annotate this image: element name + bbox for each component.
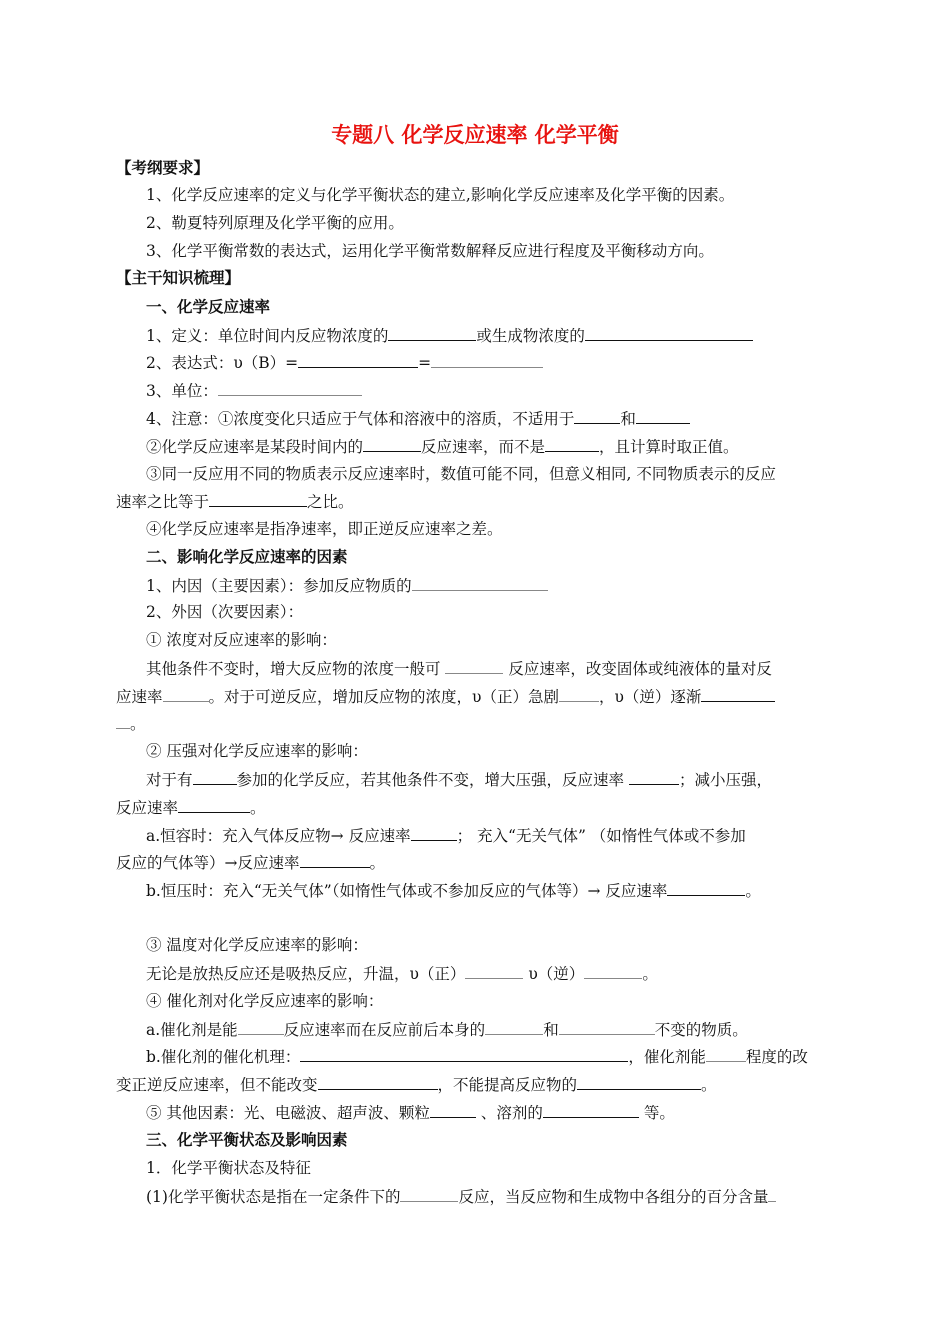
text: 。 [745, 882, 761, 900]
text: 反应速率，改变固体或纯液体的量对反 [508, 660, 772, 678]
text: 。 [250, 799, 266, 817]
text: 反应，当反应物和生成物中各组分的百分含量 [458, 1188, 769, 1206]
s3-p1: 1．化学平衡状态及特征 [146, 1159, 311, 1177]
fill-blank[interactable] [559, 1019, 655, 1035]
fill-blank[interactable] [412, 575, 548, 591]
text: 等。 [643, 1104, 675, 1122]
s2-c4-a [146, 1019, 836, 1040]
s1-note-2 [146, 436, 836, 457]
text: b.恒压时：充入“无关气体”（如惰性气体或不参加反应的气体等）→ 反应速率 [146, 882, 668, 900]
text: 。 [701, 1076, 717, 1094]
text: a.催化剂是能 [146, 1021, 238, 1039]
text: = [418, 354, 432, 372]
section-2-header: 二、影响化学反应速率的因素 [146, 548, 348, 566]
fill-blank[interactable] [178, 797, 250, 813]
text: 不变的物质。 [654, 1021, 748, 1039]
s2-catalyst: ④ 催化剂对化学反应速率的影响： [146, 992, 384, 1010]
s2-c2-const-pressure [146, 880, 836, 901]
text: ； 充入“无关气体” （如惰性气体或不参加 [456, 827, 746, 845]
text: 参加的化学反应，若其他条件不变，增大压强，反应速率 [236, 771, 625, 789]
fill-blank[interactable] [543, 1102, 639, 1118]
s2-outer: 2、外因（次要因素）： [146, 603, 304, 621]
text: ；减小压强， [678, 771, 772, 789]
fill-blank[interactable] [701, 686, 775, 702]
text: 。 [642, 965, 658, 983]
text: 应速率 [116, 688, 163, 706]
fill-blank[interactable] [585, 325, 753, 341]
text: 反应的气体等）→反应速率 [116, 854, 300, 872]
fill-blank[interactable] [465, 963, 523, 979]
s2-other-factors [146, 1102, 836, 1123]
s1-expression [146, 352, 836, 373]
fill-blank[interactable] [400, 1186, 458, 1202]
fill-blank[interactable] [577, 1074, 701, 1090]
text: 速率之比等于 [116, 493, 210, 511]
fill-blank[interactable] [318, 1074, 438, 1090]
text: 、溶剂的 [480, 1104, 543, 1122]
fill-blank[interactable] [363, 436, 421, 452]
s1-note-3a: ③同一反应用不同的物质表示反应速率时，数值可能不同，但意义相同, 不同物质表示的反应 [146, 465, 776, 483]
fill-blank[interactable] [116, 713, 130, 729]
text: ，不能提高反应物的 [437, 1076, 578, 1094]
text: 2、表达式：υ（B）= [146, 354, 299, 372]
text: 3、单位： [146, 382, 218, 400]
fill-blank[interactable] [163, 686, 209, 702]
fill-blank[interactable] [300, 1046, 628, 1062]
s2-c1-line-2 [116, 686, 836, 707]
s3-p2 [146, 1186, 836, 1207]
s2-c1-line-3 [116, 713, 836, 734]
s2-temperature: ③ 温度对化学反应速率的影响： [146, 936, 368, 954]
fill-blank[interactable] [298, 352, 418, 368]
kaogang-item-3: 3、化学平衡常数的表达式，运用化学平衡常数解释反应进行程度及平衡移动方向。 [146, 242, 714, 260]
s2-c2-line-1 [146, 769, 836, 790]
fill-blank[interactable] [545, 436, 599, 452]
text: 反应速率而在反应前后本身的 [283, 1021, 486, 1039]
fill-blank[interactable] [218, 380, 362, 396]
text: 对于有 [146, 771, 193, 789]
fill-blank[interactable] [667, 880, 745, 896]
fill-blank[interactable] [209, 491, 307, 507]
text: 无论是放热反应还是吸热反应，升温，υ（正） [146, 965, 466, 983]
s2-c1-line-1 [146, 658, 836, 679]
fill-blank[interactable] [300, 852, 370, 868]
kaogang-header: 【考纲要求】 [116, 159, 210, 177]
fill-blank[interactable] [411, 825, 457, 841]
text: 变正逆反应速率，但不能改变 [116, 1076, 318, 1094]
s2-concentration: ① 浓度对反应速率的影响： [146, 631, 337, 649]
text: 程度的改 [745, 1048, 808, 1066]
kaogang-item-1: 1、化学反应速率的定义与化学平衡状态的建立,影响化学反应速率及化学平衡的因素。 [146, 186, 735, 204]
section-3-header: 三、化学平衡状态及影响因素 [146, 1131, 348, 1149]
page-title: 专题八 化学反应速率 化学平衡 [331, 123, 619, 147]
s1-note-3b [116, 491, 836, 512]
fill-blank[interactable] [193, 769, 237, 785]
s1-note-4: ④化学反应速率是指净速率，即正逆反应速率之差。 [146, 520, 503, 538]
s2-c2-line-2 [116, 797, 836, 818]
fill-blank[interactable] [559, 686, 599, 702]
text: 1、内因（主要因素）：参加反应物质的 [146, 577, 412, 595]
text: ，且计算时取正值。 [599, 438, 739, 456]
text: ⑤ 其他因素：光、电磁波、超声波、颗粒 [146, 1104, 430, 1122]
fill-blank[interactable] [445, 658, 503, 674]
text: 。 [130, 715, 146, 733]
text: 4、注意：①浓度变化只适应于气体和溶液中的溶质，不适用于 [146, 410, 575, 428]
section-1-header: 一、化学反应速率 [146, 298, 271, 316]
text: υ（逆） [528, 965, 585, 983]
fill-blank[interactable] [584, 963, 642, 979]
text: 其他条件不变时，增大反应物的浓度一般可 [146, 660, 441, 678]
s2-pressure: ② 压强对化学反应速率的影响： [146, 742, 368, 760]
text: 1、定义：单位时间内反应物浓度的 [146, 327, 389, 345]
fill-blank[interactable] [388, 325, 476, 341]
s2-inner [146, 575, 836, 596]
fill-blank[interactable] [629, 769, 679, 785]
s1-note-1 [146, 408, 836, 429]
text: 。对于可逆反应，增加反应物的浓度，υ（正）急剧 [208, 688, 559, 706]
fill-blank[interactable] [636, 408, 690, 424]
zhugan-header: 【主干知识梳理】 [116, 269, 241, 287]
text: 之比。 [307, 493, 354, 511]
text: ，υ（逆）逐渐 [598, 688, 702, 706]
s1-definition [146, 325, 836, 346]
fill-blank[interactable] [706, 1046, 746, 1062]
text: 反应速率，而不是 [421, 438, 546, 456]
s1-unit [146, 380, 836, 401]
fill-blank[interactable] [238, 1019, 284, 1035]
text: 。 [369, 854, 386, 872]
s2-c4-b [146, 1046, 836, 1067]
fill-blank[interactable] [485, 1019, 543, 1035]
text: ，催化剂能 [628, 1048, 706, 1066]
fill-blank[interactable] [430, 1102, 476, 1118]
text: 或生成物浓度的 [476, 327, 585, 345]
fill-blank[interactable] [574, 408, 620, 424]
text: ②化学反应速率是某段时间内的 [146, 438, 364, 456]
text: 和 [543, 1021, 559, 1039]
s2-c4-b-2 [116, 1074, 836, 1095]
text: 和 [620, 410, 636, 428]
text: 反应速率 [116, 799, 179, 817]
s2-c3-line-1 [146, 963, 836, 984]
s2-c2-const-volume-2 [116, 852, 836, 873]
kaogang-item-2: 2、勒夏特列原理及化学平衡的应用。 [146, 214, 404, 232]
s2-c2-const-volume [146, 825, 836, 846]
text: b.催化剂的催化机理： [146, 1048, 301, 1066]
fill-blank[interactable] [431, 352, 543, 368]
text: a.恒容时：充入气体反应物→ 反应速率 [146, 827, 411, 845]
fill-blank[interactable] [768, 1186, 776, 1202]
text: (1)化学平衡状态是指在一定条件下的 [146, 1188, 401, 1206]
